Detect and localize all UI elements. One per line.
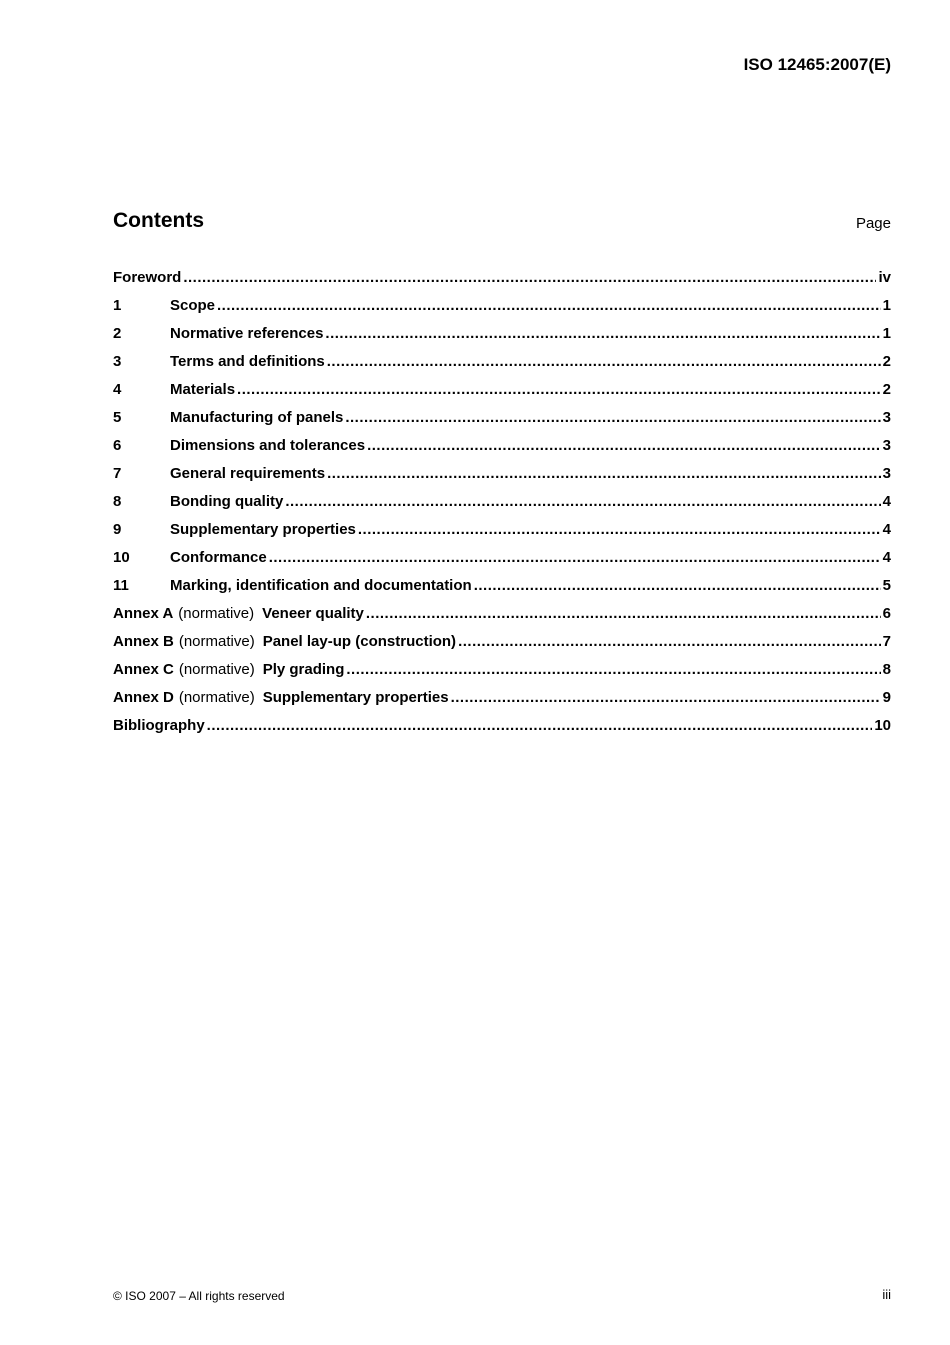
- toc-entry-label: Bonding quality: [170, 493, 284, 510]
- toc-entry-page: iv: [878, 269, 891, 286]
- toc-entry-label: Dimensions and tolerances: [170, 437, 366, 454]
- toc-entry-bibliography[interactable]: [113, 712, 891, 740]
- toc-entry-page: 3: [882, 409, 891, 426]
- toc-entry-label: Supplementary properties: [170, 521, 356, 538]
- toc-leader-dots: [458, 628, 881, 656]
- toc-entry-label: Terms and definitions: [170, 353, 325, 370]
- toc-leader-dots: [327, 460, 881, 488]
- toc-leader-dots: [345, 404, 880, 432]
- toc-entry-page: 1: [882, 325, 891, 342]
- toc-annex-prefix: Annex C: [113, 661, 174, 678]
- toc-entry-page: 1: [882, 297, 891, 314]
- toc-entry-label: Ply grading: [262, 661, 345, 678]
- page-number: iii: [882, 1287, 891, 1302]
- toc-entry-label: Supplementary properties: [262, 689, 449, 706]
- copyright-notice: © ISO 2007 – All rights reserved: [113, 1289, 285, 1303]
- toc-entry-number: 3: [113, 353, 122, 370]
- toc-entry-annex-c[interactable]: [113, 656, 891, 684]
- toc-entry-number: 6: [113, 437, 122, 454]
- toc-leader-dots: [183, 264, 876, 292]
- toc-entry-label: Bibliography: [113, 717, 205, 734]
- toc-leader-dots: [285, 488, 880, 516]
- toc-entry-general-requirements[interactable]: [113, 460, 891, 488]
- toc-leader-dots: [367, 432, 881, 460]
- toc-leader-dots: [366, 600, 881, 628]
- toc-entry-label: Manufacturing of panels: [170, 409, 344, 426]
- toc-entry-page: 3: [882, 437, 891, 454]
- toc-entry-page: 3: [882, 465, 891, 482]
- toc-entry-page: 6: [882, 605, 891, 622]
- toc-entry-scope[interactable]: [113, 292, 891, 320]
- toc-entry-conformance[interactable]: [113, 544, 891, 572]
- toc-entry-page: 4: [882, 493, 891, 510]
- toc-entry-annex-d[interactable]: [113, 684, 891, 712]
- toc-entry-label: Marking, identification and documentation: [170, 577, 472, 594]
- toc-entry-number: 4: [113, 381, 122, 398]
- contents-title: Contents: [113, 209, 204, 232]
- toc-entry-number: 11: [113, 577, 129, 594]
- toc-entry-page: 8: [882, 661, 891, 678]
- toc-entry-label: Normative references: [170, 325, 324, 342]
- toc-leader-dots: [451, 684, 881, 712]
- toc-entry-label: General requirements: [170, 465, 326, 482]
- toc-entry-number: 10: [113, 549, 130, 566]
- toc-leader-dots: [237, 376, 881, 404]
- toc-entry-page: 2: [882, 353, 891, 370]
- toc-entry-materials[interactable]: [113, 376, 891, 404]
- toc-entry-page: 10: [874, 717, 891, 734]
- toc-leader-dots: [327, 348, 881, 376]
- toc-annex-normative: (normative): [178, 605, 255, 622]
- toc-entry-dimensions-and-tolerances[interactable]: [113, 432, 891, 460]
- toc-entry-page: 4: [882, 521, 891, 538]
- toc-entry-bonding-quality[interactable]: [113, 488, 891, 516]
- toc-entry-supplementary-properties[interactable]: [113, 516, 891, 544]
- toc-leader-dots: [325, 320, 880, 348]
- toc-annex-prefix: Annex D: [113, 689, 174, 706]
- toc-leader-dots: [346, 656, 880, 684]
- toc-entry-normative-references[interactable]: [113, 320, 891, 348]
- page-column-label: Page: [855, 215, 891, 232]
- table-of-contents: [113, 264, 891, 740]
- toc-entry-number: 8: [113, 493, 122, 510]
- toc-entry-label: Scope: [170, 297, 216, 314]
- toc-entry-terms-and-definitions[interactable]: [113, 348, 891, 376]
- toc-entry-page: 5: [882, 577, 891, 594]
- toc-annex-normative: (normative): [178, 661, 255, 678]
- toc-entry-number: 7: [113, 465, 122, 482]
- toc-annex-prefix: Annex B: [113, 633, 174, 650]
- toc-entry-label: Panel lay-up (construction): [262, 633, 457, 650]
- toc-entry-page: 4: [882, 549, 891, 566]
- toc-entry-label: Materials: [170, 381, 236, 398]
- toc-entry-manufacturing-of-panels[interactable]: [113, 404, 891, 432]
- toc-entry-number: 5: [113, 409, 122, 426]
- toc-leader-dots: [474, 572, 881, 600]
- toc-leader-dots: [269, 544, 881, 572]
- toc-leader-dots: [217, 292, 881, 320]
- toc-entry-page: 2: [882, 381, 891, 398]
- toc-entry-label: Conformance: [170, 549, 267, 566]
- toc-annex-normative: (normative): [178, 633, 255, 650]
- toc-leader-dots: [358, 516, 881, 544]
- toc-entry-number: 1: [113, 297, 122, 314]
- toc-entry-label: Veneer quality: [262, 605, 364, 622]
- toc-entry-foreword[interactable]: [113, 264, 891, 292]
- toc-entry-page: 9: [882, 689, 891, 706]
- toc-entry-label: Foreword: [113, 269, 182, 286]
- toc-annex-prefix: Annex A: [113, 605, 174, 622]
- toc-leader-dots: [207, 712, 873, 740]
- toc-entry-number: 2: [113, 325, 122, 342]
- toc-entry-annex-a[interactable]: [113, 600, 891, 628]
- toc-entry-annex-b[interactable]: [113, 628, 891, 656]
- toc-annex-normative: (normative): [178, 689, 255, 706]
- toc-entry-page: 7: [882, 633, 891, 650]
- toc-entry-marking-identification[interactable]: [113, 572, 891, 600]
- toc-entry-number: 9: [113, 521, 122, 538]
- document-code: ISO 12465:2007(E): [743, 55, 891, 74]
